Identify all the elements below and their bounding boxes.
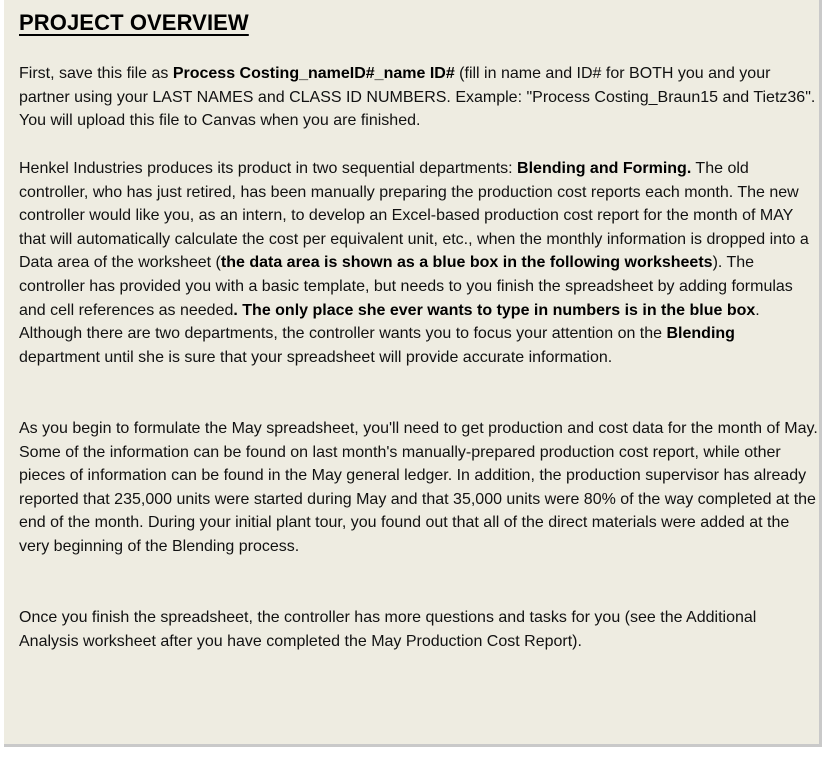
paragraph-next-steps <box>19 606 819 653</box>
emphasized-text: Blending <box>666 325 735 343</box>
body-text: ). The controller has provided you with a basic template, but needs to you finish the spreadsheet by adding formulas and cell references as needed <box>19 254 793 319</box>
paragraph-company-background <box>19 157 819 369</box>
body-text: department until she is sure that your spreadsheet will provide accurate information. <box>19 348 613 366</box>
emphasized-text: . The only place she ever wants to type in numbers is in the blue box <box>233 301 756 319</box>
page-title: PROJECT OVERVIEW <box>19 10 249 35</box>
body-text: First, save this file as <box>19 65 173 82</box>
body-text: (fill in name and ID# for BOTH you and your partner using your LAST NAMES and CLASS ID NUMBERS. Example: "Process Costing_Braun15 and Tietz36". You will upload this file to Canvas when you are finished. <box>19 65 816 130</box>
body-text: Once you finish the spreadsheet, the controller has more questions and tasks for you (see the Additional Analysis worksheet after you have completed the May Production Cost Report). <box>19 609 757 650</box>
body-text: Henkel Industries produces its product in two sequential departments: <box>19 160 518 177</box>
paragraph-may-data <box>19 417 819 559</box>
body-text: The old controller, who has just retired, has been manually preparing the production cost reports each month. The new controller would like you, as an intern, to develop an Excel-based production cost report for the month of MAY that will automatically calculate the cost per equivalent unit, etc., when the monthly information is dropped into a Data area of the worksheet ( <box>19 160 809 272</box>
paragraph-save-instructions <box>19 62 819 133</box>
project-overview-panel <box>4 0 822 747</box>
emphasized-text: the data area is shown as a blue box in the following worksheets <box>220 254 713 272</box>
emphasized-text: Blending and Forming. <box>517 160 692 177</box>
body-text: As you begin to formulate the May spreadsheet, you'll need to get production and cost data for the month of May. Some of the information can be found on last month's manually-prepared production cost report, while other pieces of information can be found in the May general ledger. In addition, the production supervisor has already reported that 235,000 units were started during May and that 35,000 units were 80% of the way completed at the end of the month. During your initial plant tour, you found out that all of the direct materials were added at the very beginning of the Blending process. <box>19 420 818 555</box>
emphasized-text: Process Costing_nameID#_name ID# <box>172 65 455 82</box>
body-text: . Although there are two departments, the controller wants you to focus your attention on the <box>19 301 760 343</box>
